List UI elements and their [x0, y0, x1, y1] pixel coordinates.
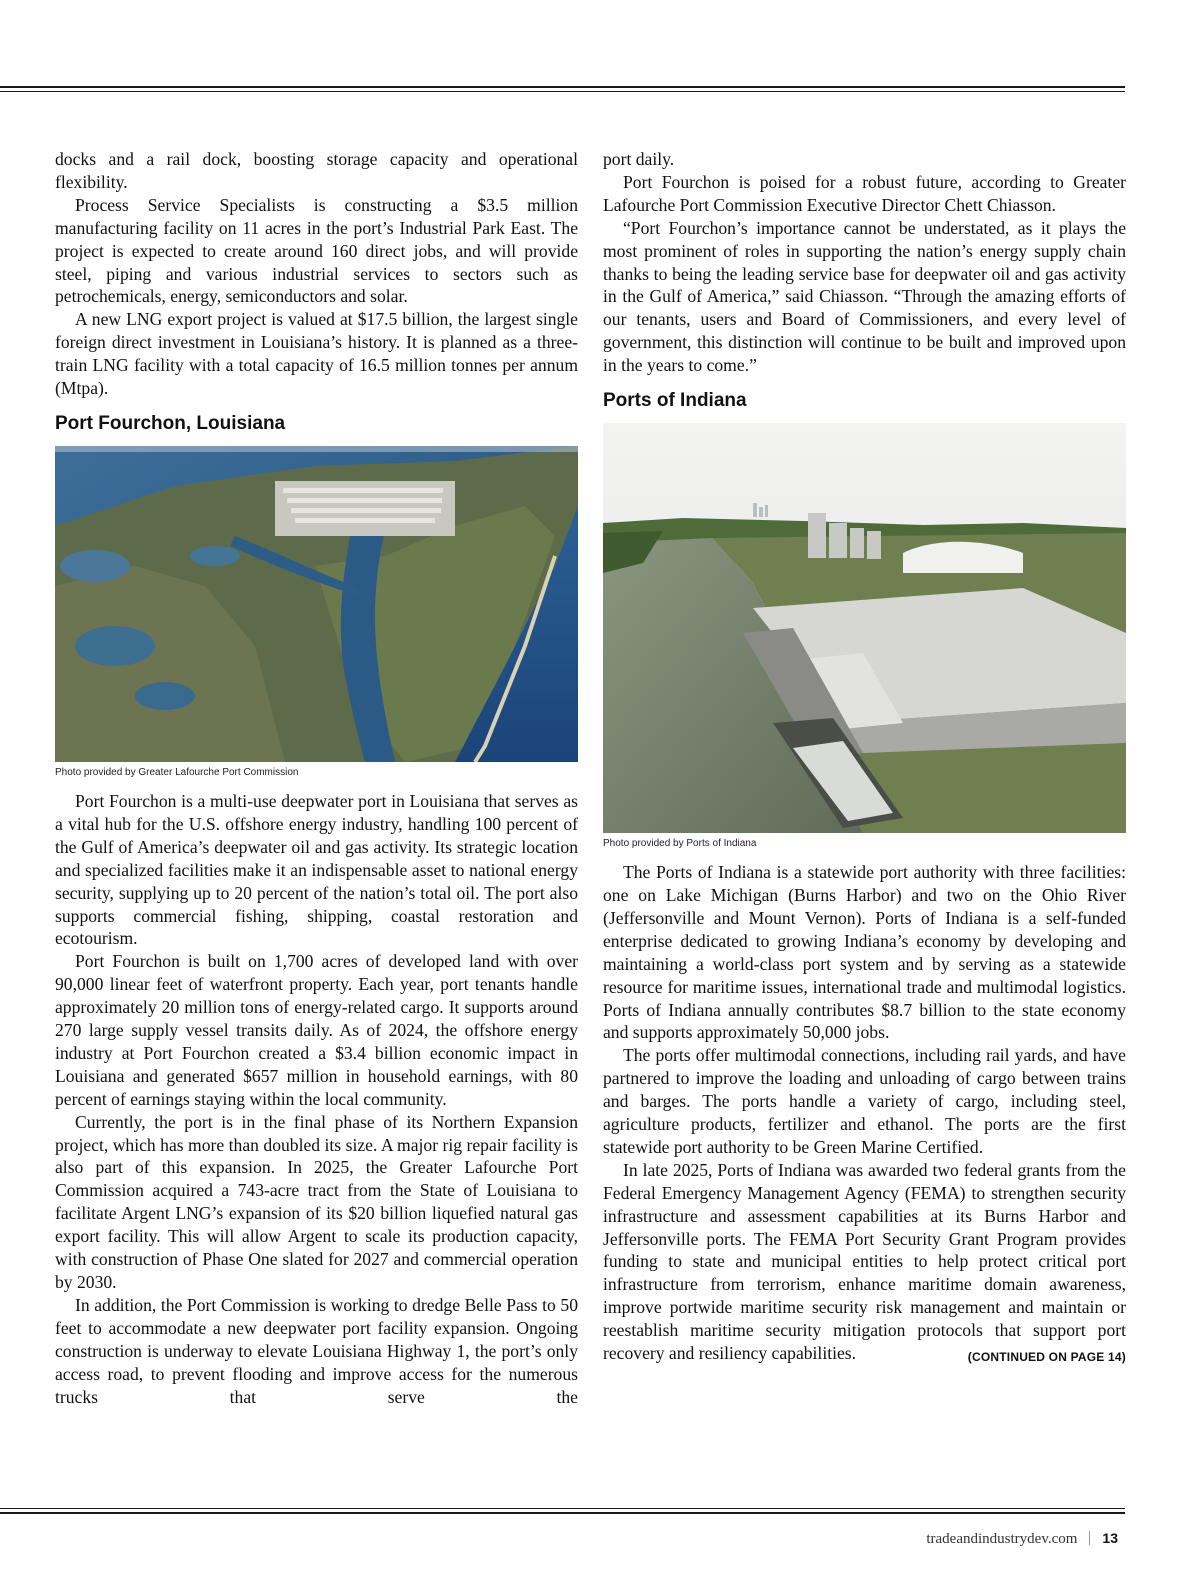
photo-caption: Photo provided by Ports of Indiana [603, 838, 757, 850]
paragraph: The Ports of Indiana is a statewide port authority with three facilities: one on Lake Michigan (Burns Harbor) and two on the Ohio River (Jeffersonville and Mount Vernon). Ports of Indiana is a self-funded enterprise dedicated to growing Indiana’s economy by developing and maintaining a world-class port system and by serving as a statewide resource for maritime issues, international trade and multimodal logistics. Ports of Indiana annually contributes $8.7 billion to the state economy and supports approximately 50,000 jobs. [603, 862, 1126, 1043]
paragraph: Currently, the port is in the final phase of its Northern Expansion project, which has more than doubled its size. A major rig repair facility is also part of this expansion. In 2025, the Greater Lafourche Port Commission acquired a 743-acre tract from the State of Louisiana to facilitate Argent LNG’s expansion of its $20 billion liquefied natural gas export facility. This will allow Argent to scale its production capacity, with construction of Phase One slated for 2027 and commercial operation by 2030. [55, 1111, 578, 1292]
page-footer [926, 1530, 1118, 1548]
footer-divider [1089, 1531, 1090, 1545]
paragraph-text: In late 2025, Ports of Indiana was awarded two federal grants from the Federal Emergency Management Agency (FEMA) to strengthen security infrastructure and assessment capabilities at its Burns Harbor and Jeffersonville ports. The FEMA Port Security Grant Program provides funding to state and municipal entities to help protect critical port infrastructure from terrorism, enhance maritime domain awareness, improve portwide maritime security risk management and maintain or reestablish maritime security mitigation protocols that support port recovery and resiliency capabilities. [603, 1159, 1126, 1364]
paragraph: docks and a rail dock, boosting storage capacity and operational flexibility. [55, 149, 578, 192]
footer-website: tradeandindustrydev.com [926, 1531, 1078, 1547]
section-heading: Ports of Indiana [603, 390, 747, 412]
page-number: 13 [1102, 1530, 1118, 1546]
paragraph [603, 1159, 1126, 1365]
paragraph: Process Service Specialists is constructing a $3.5 million manufacturing facility on 11 acres in the port’s Industrial Park East. The project is expected to create around 160 direct jobs, and will provide steel, piping and various industrial services to sectors such as petrochemicals, energy, semiconductors and solar. [55, 194, 578, 307]
bottom-rule [0, 1508, 1125, 1514]
paragraph: Port Fourchon is built on 1,700 acres of developed land with over 90,000 linear feet of waterfront property. Each year, port tenants handle approximately 20 million tons of energy-related cargo. It supports around 270 large supply vessel transits daily. As of 2024, the offshore energy industry at Port Fourchon created a $3.4 billion economic impact in Louisiana and generated $657 million in household earnings, with 80 percent of earnings staying within the local community. [55, 951, 578, 1109]
top-rule [0, 86, 1125, 92]
section-heading: Port Fourchon, Louisiana [55, 412, 286, 434]
continued-note: (CONTINUED ON PAGE 14) [967, 1350, 1126, 1365]
right-column [603, 148, 1126, 1369]
port-fourchon-aerial-photo [55, 446, 578, 762]
ports-of-indiana-aerial-photo [603, 423, 1126, 833]
paragraph: “Port Fourchon’s importance cannot be understated, as it plays the most prominent of roles in supporting the nation’s energy supply chain thanks to being the leading service base for deepwater oil and gas activity in the Gulf of America,” said Chiasson. “Through the amazing efforts of our tenants, users and Board of Commissioners, and every level of government, this distinction will continue to be built and improved upon in the years to come.” [603, 217, 1126, 376]
paragraph: In addition, the Port Commission is working to dredge Belle Pass to 50 feet to accommodate a new deepwater port facility expansion. Ongoing construction is underway to elevate Louisiana Highway 1, the port’s only access road, to prevent flooding and improve access for the numerous trucks that serve the [55, 1294, 578, 1407]
paragraph: A new LNG export project is valued at $17.5 billion, the largest single foreign direct investment in Louisiana’s history. It is planned as a three-train LNG facility with a total capacity of 16.5 million tonnes per annum (Mtpa). [55, 309, 578, 399]
left-column [55, 148, 578, 1408]
photo-caption: Photo provided by Greater Lafourche Port Commission [55, 766, 299, 778]
paragraph: The ports offer multimodal connections, including rail yards, and have partnered to improve the loading and unloading of cargo between trains and barges. The ports handle a variety of cargo, including steel, agriculture products, fertilizer and ethanol. The ports are the first statewide port authority to be Green Marine Certified. [603, 1045, 1126, 1157]
paragraph: port daily. [603, 149, 675, 169]
paragraph: Port Fourchon is poised for a robust future, according to Greater Lafourche Port Commission Executive Director Chett Chiasson. [603, 171, 1126, 215]
paragraph: Port Fourchon is a multi-use deepwater port in Louisiana that serves as a vital hub for the U.S. offshore energy industry, handling 100 percent of the Gulf of America’s deepwater oil and gas activity. Its strategic location and specialized facilities make it an indispensable asset to national energy security, supplying up to 20 percent of the nation’s total oil. The port also supports commercial fishing, shipping, coastal restoration and ecotourism. [55, 790, 578, 949]
